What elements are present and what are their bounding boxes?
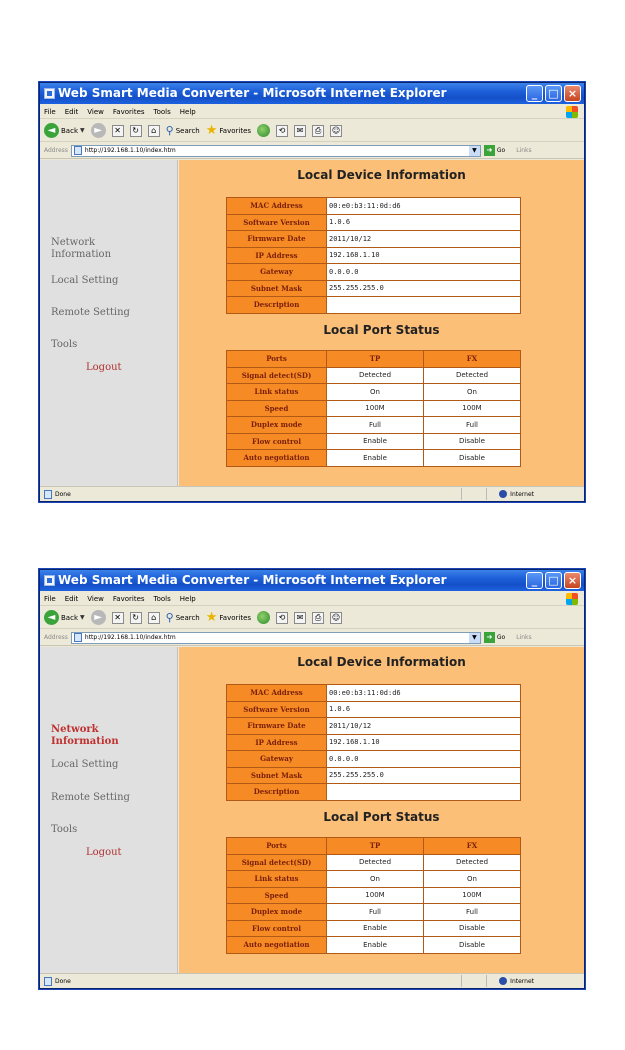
menu-favorites[interactable]: Favorites bbox=[112, 107, 145, 116]
go-arrow-icon: ➜ bbox=[484, 145, 495, 156]
favorites-button[interactable] bbox=[205, 122, 252, 138]
toolbar bbox=[40, 120, 584, 142]
menu-favorites[interactable]: Favorites bbox=[112, 594, 145, 603]
table-row bbox=[227, 854, 521, 871]
zone-label: Internet bbox=[510, 490, 534, 498]
sidebar-item-label: Network bbox=[51, 237, 96, 248]
main-panel bbox=[179, 647, 584, 973]
fx-value: Disable bbox=[424, 450, 521, 467]
table-row bbox=[227, 198, 521, 215]
go-arrow-icon: ➜ bbox=[484, 632, 495, 643]
go-button[interactable] bbox=[484, 145, 505, 156]
fx-value: Disable bbox=[424, 920, 521, 937]
fx-value: Detected bbox=[424, 854, 521, 871]
sidebar-item-label: Network bbox=[51, 724, 99, 735]
menu-file[interactable]: File bbox=[44, 107, 56, 116]
links-button[interactable]: Links bbox=[516, 634, 532, 641]
search-label: Search bbox=[175, 126, 200, 135]
page-icon bbox=[74, 633, 82, 642]
info-value: 0.0.0.0 bbox=[327, 264, 521, 281]
internet-globe-icon bbox=[499, 490, 507, 498]
fx-value: On bbox=[424, 871, 521, 888]
refresh-icon[interactable]: ↻ bbox=[130, 612, 142, 624]
menu-tools[interactable]: Tools bbox=[153, 594, 171, 603]
column-header: Ports bbox=[227, 838, 327, 855]
port-label: Duplex mode bbox=[227, 904, 327, 921]
forward-arrow-icon: ► bbox=[91, 610, 106, 625]
info-label: Gateway bbox=[227, 264, 327, 281]
logout-link[interactable]: Logout bbox=[86, 362, 122, 373]
chevron-down-icon: ▼ bbox=[80, 614, 85, 621]
fx-value: On bbox=[424, 384, 521, 401]
info-value: 255.255.255.0 bbox=[327, 280, 521, 297]
table-row bbox=[227, 871, 521, 888]
close-button[interactable]: × bbox=[564, 572, 581, 589]
back-label: Back bbox=[61, 613, 78, 622]
info-value: 192.168.1.10 bbox=[327, 734, 521, 751]
table-row bbox=[227, 297, 521, 314]
info-label: Subnet Mask bbox=[227, 767, 327, 784]
table-row bbox=[227, 784, 521, 801]
status-bar bbox=[40, 973, 584, 988]
search-button[interactable] bbox=[166, 124, 200, 137]
home-icon[interactable]: ⌂ bbox=[148, 612, 160, 624]
table-row bbox=[227, 920, 521, 937]
back-arrow-icon: ◄ bbox=[44, 123, 59, 138]
port-status-title: Local Port Status bbox=[323, 810, 440, 824]
tp-value: On bbox=[327, 871, 424, 888]
device-info-title: Local Device Information bbox=[297, 655, 466, 669]
table-row bbox=[227, 280, 521, 297]
star-icon: ★ bbox=[205, 122, 218, 138]
port-label: Speed bbox=[227, 400, 327, 417]
page-content bbox=[40, 647, 584, 973]
info-label: Software Version bbox=[227, 214, 327, 231]
page-icon bbox=[44, 490, 52, 499]
port-label: Flow control bbox=[227, 920, 327, 937]
tp-value: Enable bbox=[327, 920, 424, 937]
column-header: Ports bbox=[227, 351, 327, 368]
tp-value: Detected bbox=[327, 854, 424, 871]
table-row bbox=[227, 904, 521, 921]
forward-button[interactable] bbox=[91, 123, 106, 138]
chevron-down-icon[interactable]: ▼ bbox=[469, 633, 480, 643]
sidebar-item-tools[interactable]: Tools bbox=[51, 824, 78, 835]
star-icon: ★ bbox=[205, 609, 218, 625]
sidebar-item-label: Information bbox=[51, 249, 112, 260]
home-icon[interactable]: ⌂ bbox=[148, 125, 160, 137]
tp-value: Detected bbox=[327, 367, 424, 384]
table-row bbox=[227, 701, 521, 718]
chevron-down-icon[interactable]: ▼ bbox=[469, 146, 480, 156]
port-label: Auto negotiation bbox=[227, 450, 327, 467]
tp-value: Enable bbox=[327, 450, 424, 467]
tp-value: 100M bbox=[327, 400, 424, 417]
sidebar-item-local-setting[interactable]: Local Setting bbox=[51, 275, 119, 286]
search-label: Search bbox=[175, 613, 200, 622]
fx-value: Detected bbox=[424, 367, 521, 384]
port-label: Signal detect(SD) bbox=[227, 367, 327, 384]
windows-logo-icon bbox=[566, 106, 578, 118]
menu-view[interactable]: View bbox=[87, 107, 104, 116]
info-label: IP Address bbox=[227, 247, 327, 264]
column-header: FX bbox=[424, 351, 521, 368]
info-label: Gateway bbox=[227, 751, 327, 768]
browser-window-1 bbox=[38, 81, 586, 503]
table-row bbox=[227, 417, 521, 434]
windows-logo-icon bbox=[566, 593, 578, 605]
device-info-title: Local Device Information bbox=[297, 168, 466, 182]
menu-help[interactable]: Help bbox=[179, 107, 196, 116]
table-row bbox=[227, 718, 521, 735]
stop-icon[interactable]: ✕ bbox=[112, 612, 124, 624]
sidebar-item-network-information[interactable] bbox=[51, 724, 119, 748]
table-row bbox=[227, 247, 521, 264]
info-label: MAC Address bbox=[227, 198, 327, 215]
address-bar bbox=[40, 630, 584, 646]
security-zone bbox=[499, 977, 534, 985]
port-status-table bbox=[226, 350, 521, 467]
go-label: Go bbox=[496, 634, 506, 641]
port-label: Flow control bbox=[227, 433, 327, 450]
ie-icon bbox=[44, 575, 55, 586]
page-icon bbox=[74, 146, 82, 155]
table-row bbox=[227, 231, 521, 248]
column-header: TP bbox=[327, 838, 424, 855]
print-icon[interactable]: ⎙ bbox=[312, 125, 324, 137]
media-icon[interactable] bbox=[257, 124, 270, 137]
title-bar[interactable] bbox=[40, 570, 584, 591]
search-icon: ⚲ bbox=[165, 611, 174, 624]
menu-edit[interactable]: Edit bbox=[64, 107, 79, 116]
column-header: TP bbox=[327, 351, 424, 368]
address-bar bbox=[40, 143, 584, 159]
sidebar-item-network-information[interactable] bbox=[51, 237, 111, 261]
port-label: Link status bbox=[227, 871, 327, 888]
address-label: Address bbox=[44, 634, 68, 641]
info-label: Subnet Mask bbox=[227, 280, 327, 297]
maximize-button[interactable]: □ bbox=[545, 85, 562, 102]
tp-value: On bbox=[327, 384, 424, 401]
fx-value: 100M bbox=[424, 887, 521, 904]
table-row bbox=[227, 264, 521, 281]
column-header: FX bbox=[424, 838, 521, 855]
toolbar bbox=[40, 607, 584, 629]
mail-icon[interactable]: ✉ bbox=[294, 612, 306, 624]
table-row bbox=[227, 685, 521, 702]
search-icon: ⚲ bbox=[165, 124, 174, 137]
back-label: Back bbox=[61, 126, 78, 135]
tp-value: Enable bbox=[327, 433, 424, 450]
status-text: Done bbox=[55, 977, 71, 985]
fx-value: Full bbox=[424, 904, 521, 921]
info-value: 00:e0:b3:11:0d:d6 bbox=[327, 685, 521, 702]
info-value bbox=[327, 297, 521, 314]
fx-value: 100M bbox=[424, 400, 521, 417]
info-label: MAC Address bbox=[227, 685, 327, 702]
table-row bbox=[227, 214, 521, 231]
tp-value: Enable bbox=[327, 937, 424, 954]
window-title: Web Smart Media Converter - Microsoft Internet Explorer bbox=[58, 86, 447, 100]
messenger-icon[interactable]: ☺ bbox=[331, 612, 341, 622]
status-bar bbox=[40, 486, 584, 501]
table-row bbox=[227, 400, 521, 417]
info-value: 2011/10/12 bbox=[327, 718, 521, 735]
main-panel bbox=[179, 160, 584, 486]
address-input[interactable] bbox=[71, 632, 481, 644]
device-info-table bbox=[226, 197, 521, 314]
history-icon[interactable]: ⟲ bbox=[276, 125, 288, 137]
tp-value: Full bbox=[327, 904, 424, 921]
sidebar-nav bbox=[40, 647, 178, 973]
address-input[interactable] bbox=[71, 145, 481, 157]
tp-value: Full bbox=[327, 417, 424, 434]
go-button[interactable] bbox=[484, 632, 505, 643]
sidebar-item-remote-setting[interactable]: Remote Setting bbox=[51, 307, 130, 318]
back-button[interactable] bbox=[44, 610, 85, 625]
address-url: http://192.168.1.10/index.htm bbox=[84, 147, 176, 154]
menu-bar bbox=[40, 592, 584, 606]
tp-value: 100M bbox=[327, 887, 424, 904]
security-zone bbox=[499, 490, 534, 498]
favorites-label: Favorites bbox=[219, 126, 252, 135]
fx-value: Full bbox=[424, 417, 521, 434]
port-label: Speed bbox=[227, 887, 327, 904]
port-status-title: Local Port Status bbox=[323, 323, 440, 337]
table-row bbox=[227, 433, 521, 450]
table-row bbox=[227, 751, 521, 768]
page-content bbox=[40, 160, 584, 486]
page-icon bbox=[44, 977, 52, 986]
stop-icon[interactable]: ✕ bbox=[112, 125, 124, 137]
ie-icon bbox=[44, 88, 55, 99]
back-button[interactable] bbox=[44, 123, 85, 138]
messenger-icon[interactable]: ☺ bbox=[331, 125, 341, 135]
address-url: http://192.168.1.10/index.htm bbox=[84, 634, 176, 641]
info-value: 2011/10/12 bbox=[327, 231, 521, 248]
info-value: 255.255.255.0 bbox=[327, 767, 521, 784]
print-icon[interactable]: ⎙ bbox=[312, 612, 324, 624]
fx-value: Disable bbox=[424, 937, 521, 954]
favorites-button[interactable] bbox=[205, 609, 252, 625]
history-icon[interactable]: ⟲ bbox=[276, 612, 288, 624]
info-label: IP Address bbox=[227, 734, 327, 751]
table-row bbox=[227, 937, 521, 954]
info-value: 1.0.6 bbox=[327, 214, 521, 231]
info-value: 0.0.0.0 bbox=[327, 751, 521, 768]
menu-help[interactable]: Help bbox=[179, 594, 196, 603]
table-row bbox=[227, 767, 521, 784]
device-info-table bbox=[226, 684, 521, 801]
forward-arrow-icon: ► bbox=[91, 123, 106, 138]
table-row bbox=[227, 384, 521, 401]
sidebar-nav bbox=[40, 160, 178, 486]
logout-link[interactable]: Logout bbox=[86, 847, 122, 858]
menu-edit[interactable]: Edit bbox=[64, 594, 79, 603]
table-row bbox=[227, 450, 521, 467]
table-header-row bbox=[227, 351, 521, 368]
back-arrow-icon: ◄ bbox=[44, 610, 59, 625]
media-icon[interactable] bbox=[257, 611, 270, 624]
port-label: Duplex mode bbox=[227, 417, 327, 434]
links-button[interactable]: Links bbox=[516, 147, 532, 154]
port-status-table bbox=[226, 837, 521, 954]
sidebar-item-tools[interactable]: Tools bbox=[51, 339, 78, 350]
info-label: Description bbox=[227, 784, 327, 801]
port-label: Link status bbox=[227, 384, 327, 401]
sidebar-item-remote-setting[interactable]: Remote Setting bbox=[51, 792, 130, 803]
close-button[interactable]: × bbox=[564, 85, 581, 102]
menu-view[interactable]: View bbox=[87, 594, 104, 603]
chevron-down-icon: ▼ bbox=[80, 127, 85, 134]
sidebar-item-label: Information bbox=[51, 736, 119, 747]
status-divider bbox=[486, 975, 487, 987]
info-label: Software Version bbox=[227, 701, 327, 718]
menu-tools[interactable]: Tools bbox=[153, 107, 171, 116]
info-value: 00:e0:b3:11:0d:d6 bbox=[327, 198, 521, 215]
zone-label: Internet bbox=[510, 977, 534, 985]
port-label: Auto negotiation bbox=[227, 937, 327, 954]
status-divider bbox=[461, 975, 462, 987]
go-label: Go bbox=[496, 147, 506, 154]
window-title: Web Smart Media Converter - Microsoft Internet Explorer bbox=[58, 573, 447, 587]
refresh-icon[interactable]: ↻ bbox=[130, 125, 142, 137]
table-row bbox=[227, 887, 521, 904]
menu-file[interactable]: File bbox=[44, 594, 56, 603]
fx-value: Disable bbox=[424, 433, 521, 450]
status-divider bbox=[461, 488, 462, 500]
info-value: 192.168.1.10 bbox=[327, 247, 521, 264]
search-button[interactable] bbox=[166, 611, 200, 624]
mail-icon[interactable]: ✉ bbox=[294, 125, 306, 137]
info-value: 1.0.6 bbox=[327, 701, 521, 718]
port-label: Signal detect(SD) bbox=[227, 854, 327, 871]
address-label: Address bbox=[44, 147, 68, 154]
maximize-button[interactable]: □ bbox=[545, 572, 562, 589]
minimize-button[interactable]: _ bbox=[526, 85, 543, 102]
sidebar-item-local-setting[interactable]: Local Setting bbox=[51, 759, 119, 770]
favorites-label: Favorites bbox=[219, 613, 252, 622]
forward-button[interactable] bbox=[91, 610, 106, 625]
info-value bbox=[327, 784, 521, 801]
table-header-row bbox=[227, 838, 521, 855]
table-row bbox=[227, 734, 521, 751]
info-label: Firmware Date bbox=[227, 718, 327, 735]
table-row bbox=[227, 367, 521, 384]
status-text: Done bbox=[55, 490, 71, 498]
title-bar[interactable] bbox=[40, 83, 584, 104]
internet-globe-icon bbox=[499, 977, 507, 985]
minimize-button[interactable]: _ bbox=[526, 572, 543, 589]
menu-bar bbox=[40, 105, 584, 119]
info-label: Firmware Date bbox=[227, 231, 327, 248]
browser-window-2 bbox=[38, 568, 586, 990]
info-label: Description bbox=[227, 297, 327, 314]
status-divider bbox=[486, 488, 487, 500]
